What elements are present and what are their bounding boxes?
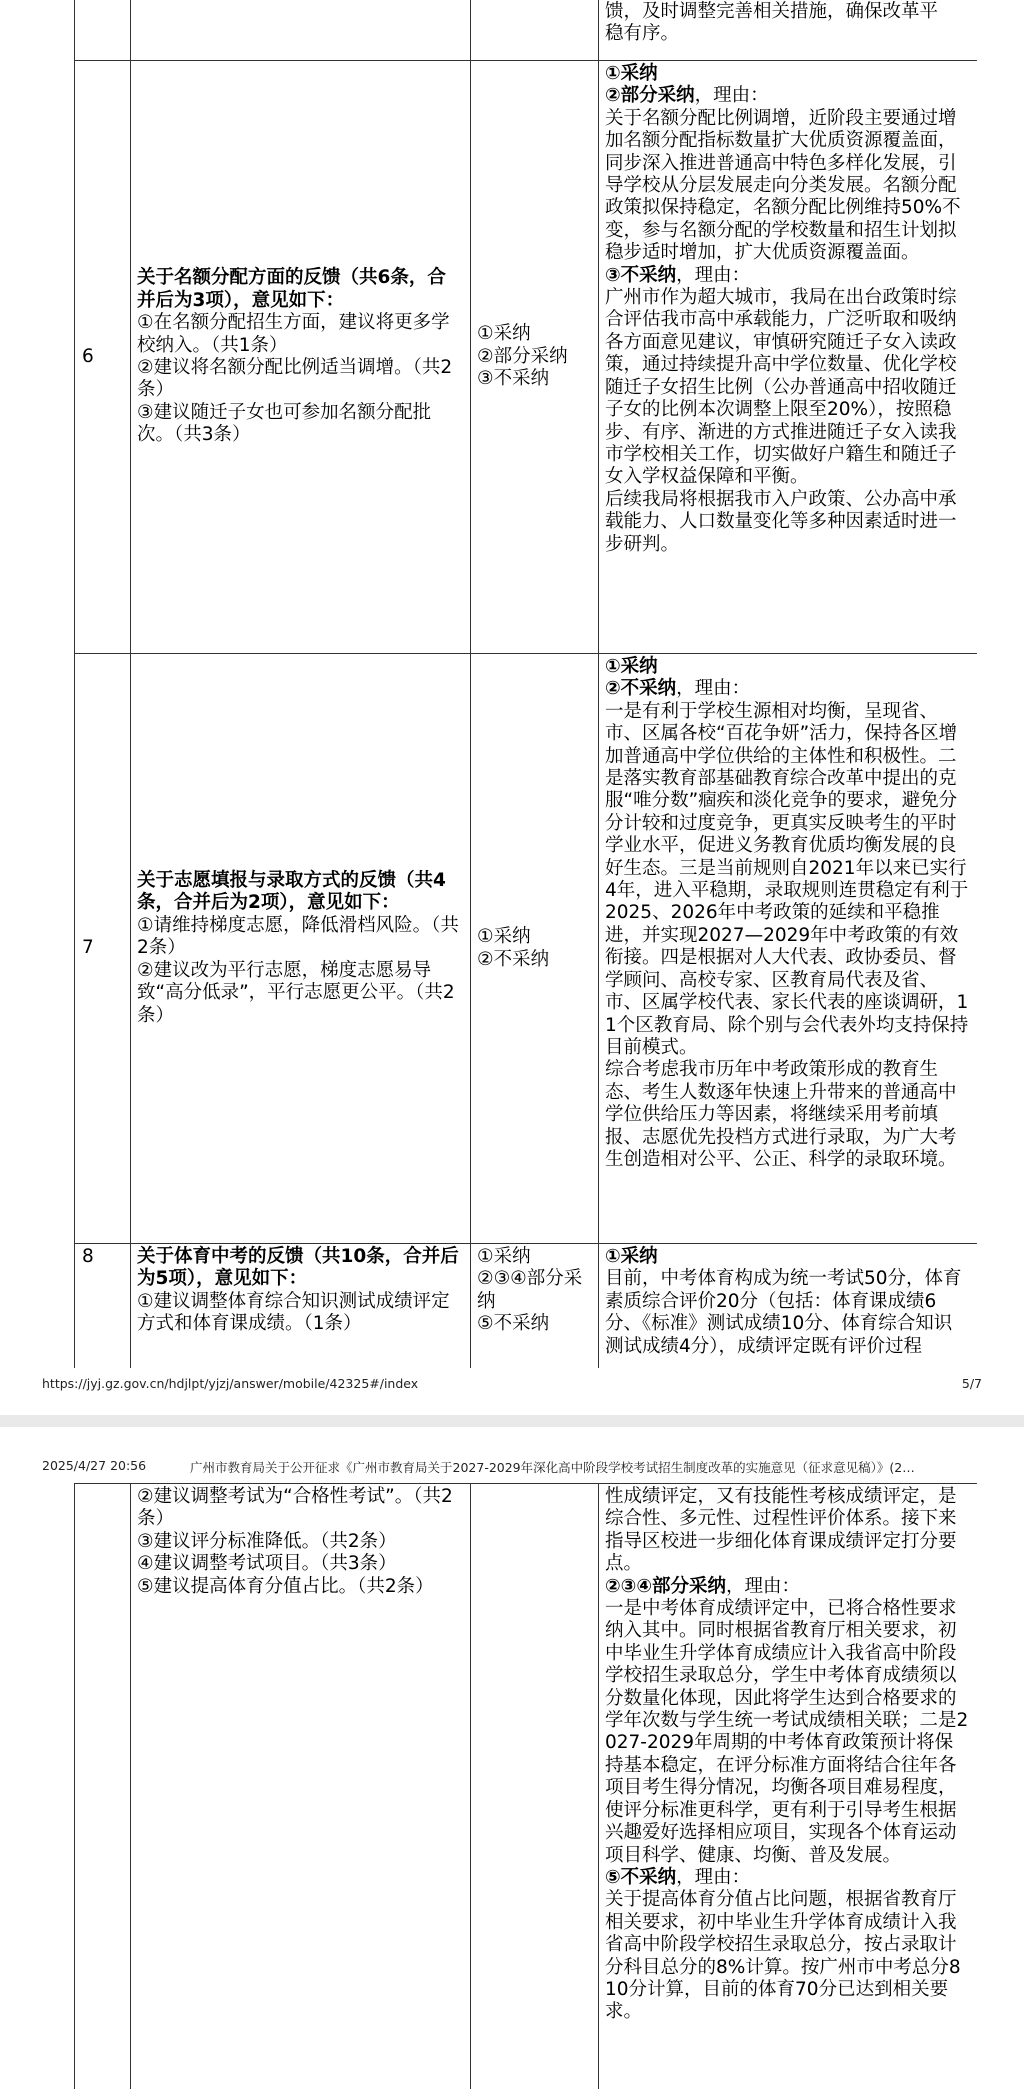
cell-summary bbox=[131, 1484, 471, 2089]
summary-title: 关于名额分配方面的反馈（共6条，合并后为3项），意见如下： bbox=[137, 267, 446, 311]
response-heading-tail: ，理由： bbox=[726, 1575, 801, 1597]
adoption-item: ③不采纳 bbox=[477, 368, 550, 390]
response-heading-tail: ，理由： bbox=[676, 678, 751, 700]
cell-adoption bbox=[471, 1244, 599, 1369]
cell-response bbox=[599, 1244, 977, 1369]
response-heading: ⑤不采纳 bbox=[605, 1866, 677, 1888]
response-heading: ①采纳 bbox=[605, 63, 658, 84]
adoption-item: ⑤不采纳 bbox=[477, 1313, 550, 1335]
summary-item: ③建议随迁子女也可参加名额分配批次。（共3条） bbox=[137, 401, 432, 446]
footer-url: https://jyj.gz.gov.cn/hdjlpt/yjzj/answer/mobile/42325#/index bbox=[42, 1376, 419, 1391]
adoption-item: ②不采纳 bbox=[477, 948, 550, 970]
page-separator bbox=[0, 1415, 1024, 1427]
summary-item: ①请维持梯度志愿，降低滑档风险。（共2条） bbox=[137, 914, 459, 959]
summary-item: ⑤建议提高体育分值占比。（共2条） bbox=[137, 1575, 434, 1597]
response-paragraph: 后续我局将根据我市入户政策、公办高中承载能力、人口数量变化等多种因素适时进一步研判。 bbox=[605, 488, 957, 555]
cell-response bbox=[599, 1484, 977, 2089]
feedback-table-page5 bbox=[74, 0, 977, 1369]
cell-summary bbox=[131, 1244, 471, 1369]
cell-adoption bbox=[471, 654, 599, 1244]
summary-title: 关于志愿填报与录取方式的反馈（共4条，合并后为2项），意见如下： bbox=[137, 870, 446, 914]
response-paragraph: 综合考虑我市历年中考政策形成的教育生态、考生人数逐年快速上升带来的普通高中学位供给压力等因素，将继续采用考前填报、志愿优先投档方式进行录取，为广大考生创造相对公平、公正、科学的录取环境。 bbox=[605, 1059, 957, 1170]
summary-item: ①建议调整体育综合知识测试成绩评定方式和体育课成绩。（1条） bbox=[137, 1290, 450, 1335]
adoption-item: ①采纳 bbox=[477, 323, 531, 345]
response-heading-tail: ，理由： bbox=[694, 85, 769, 107]
feedback-table-page6 bbox=[74, 1483, 977, 2089]
summary-item: ②建议将名额分配比例适当调增。（共2条） bbox=[137, 357, 453, 401]
response-heading: ①采纳 bbox=[605, 656, 658, 677]
header-date: 2025/4/27 20:56 bbox=[42, 1458, 147, 1473]
response-paragraph: 广州市作为超大城市，我局在出台政策时综合评估我市高中承载能力，广泛听取和吸纳各方面意见建议，审慎研究随迁子女入读政策，通过持续提升高中学位数量、优化学校随迁子女招生比例（公办普通高中招收随迁子女的比例本次调整上限至20%），按照稳步、有序、渐进的方式推进随迁子女入读我市学校相关工作，切实做好户籍生和随迁子女入学权益保障和平衡。 bbox=[605, 287, 957, 488]
cell-num bbox=[75, 1484, 131, 2089]
response-paragraph: 目前，中考体育构成为统一考试50分，体育素质综合评价20分（包括：体育课成绩6分、《标准》测试成绩10分、体育综合知识测试成绩4分），成绩评定既有评价过程 bbox=[605, 1268, 962, 1357]
table-row-8-continued bbox=[75, 1484, 977, 2089]
response-heading: ③不采纳 bbox=[605, 264, 677, 286]
response-paragraph: 一是有利于学校生源相对均衡，呈现省、市、区属各校“百花争妍”活力，保持各区增加普通高中学位供给的主体性和积极性。二是落实教育部基础教育综合改革中提出的克服“唯分数”痼疾和淡化竞争的要求，避免分分计较和过度竞争，更真实反映考生的平时学业水平，促进义务教育优质均衡发展的良好生态。三是当前规则自2021年以来已实行4年，进入平稳期，录取规则连贯稳定有利于2025、2026年中考政策的延续和平稳推进，并实现2027—2029年中考政策的有效衔接。四是根据对人大代表、政协委员、督学顾问、高校专家、区教育局代表及省、市、区属学校代表、家长代表的座谈调研，11个区教育局、除个别与会代表外均支持保持目前模式。 bbox=[605, 700, 969, 1058]
row-number: 7 bbox=[75, 654, 131, 1244]
cell-adoption bbox=[471, 0, 599, 61]
cell-summary bbox=[131, 61, 471, 654]
summary-title: 关于体育中考的反馈（共10条，合并后为5项），意见如下： bbox=[137, 1246, 459, 1290]
response-paragraph: 关于提高体育分值占比问题，根据省教育厅相关要求，初中毕业生升学体育成绩计入我省高中阶段学校招生录取总分，按占录取计分科目总分的8%计算。按广州市中考总分810分计算，目前的体育70分已达到相关要求。 bbox=[605, 1889, 961, 2023]
adoption-item: ①采纳 bbox=[477, 1246, 531, 1267]
adoption-item: ①采纳 bbox=[477, 926, 531, 948]
response-line: 馈，及时调整完善相关措施，确保改革平 bbox=[605, 1, 939, 22]
cell-num bbox=[75, 0, 131, 61]
cell-summary bbox=[131, 0, 471, 61]
footer-page-number: 5/7 bbox=[961, 1376, 982, 1391]
response-heading-tail: ，理由： bbox=[676, 1866, 751, 1888]
summary-item: ③建议评分标准降低。（共2条） bbox=[137, 1530, 397, 1552]
response-heading-tail: ，理由： bbox=[676, 264, 751, 286]
cell-adoption bbox=[471, 61, 599, 654]
table-row-8 bbox=[75, 1244, 977, 1369]
cell-response bbox=[599, 654, 977, 1244]
response-line: 稳有序。 bbox=[605, 23, 680, 45]
summary-item: ④建议调整考试项目。（共3条） bbox=[137, 1553, 397, 1575]
cell-response bbox=[599, 0, 977, 61]
row-number: 8 bbox=[75, 1244, 131, 1369]
summary-item: ①在名额分配招生方面，建议将更多学校纳入。（共1条） bbox=[137, 312, 450, 356]
table-row-6 bbox=[75, 61, 977, 654]
table-row-7 bbox=[75, 654, 977, 1244]
table-row-continuation bbox=[75, 0, 977, 61]
cell-response bbox=[599, 61, 977, 654]
response-paragraph: 关于名额分配比例调增，近阶段主要通过增加名额分配指标数量扩大优质资源覆盖面，同步深入推进普通高中特色多样化发展，引导学校从分层发展走向分类发展。名额分配政策拟保持稳定，名额分配比例维持50%不变，参与名额分配的学校数量和招生计划拟稳步适时增加，扩大优质资源覆盖面。 bbox=[605, 107, 961, 264]
response-heading: ②不采纳 bbox=[605, 678, 677, 700]
cell-adoption bbox=[471, 1484, 599, 2089]
response-heading: ②部分采纳 bbox=[605, 85, 695, 107]
response-paragraph: 性成绩评定，又有技能性考核成绩评定，是综合性、多元性、过程性评价体系。接下来指导区校进一步细化体育课成绩评定打分要点。 bbox=[605, 1486, 957, 1575]
cell-summary bbox=[131, 654, 471, 1244]
row-number: 6 bbox=[75, 61, 131, 654]
summary-item: ②建议改为平行志愿，梯度志愿易导致“高分低录”，平行志愿更公平。（共2条） bbox=[137, 959, 455, 1026]
response-paragraph: 一是中考体育成绩评定中，已将合格性要求纳入其中。同时根据省教育厅相关要求，初中毕业生升学体育成绩应计入我省高中阶段学校招生录取总分，学生中考体育成绩须以分数量化体现，因此将学生达到合格要求的学年次数与学生统一考试成绩相关联；二是2027-2029年周期的中考体育政策预计将保持基本稳定，在评分标准方面将结合往年各项目考生得分情况，均衡各项目难易程度，使评分标准更科学，更有利于引导考生根据兴趣爱好选择相应项目，实现各个体育运动项目科学、健康、均衡、普及发展。 bbox=[605, 1598, 969, 1866]
response-heading: ①采纳 bbox=[605, 1246, 658, 1267]
response-heading: ②③④部分采纳 bbox=[605, 1575, 726, 1597]
adoption-item: ②部分采纳 bbox=[477, 345, 568, 367]
pdf-page-6 bbox=[0, 1427, 1024, 2089]
summary-item: ②建议调整考试为“合格性考试”。（共2条） bbox=[137, 1486, 453, 1530]
adoption-item: ②③④部分采纳 bbox=[477, 1268, 583, 1312]
header-title: 广州市教育局关于公开征求《广州市教育局关于2027-2029年深化高中阶段学校考试招生制度改革的实施意见（征求意见稿）》(2… bbox=[190, 1460, 915, 1475]
